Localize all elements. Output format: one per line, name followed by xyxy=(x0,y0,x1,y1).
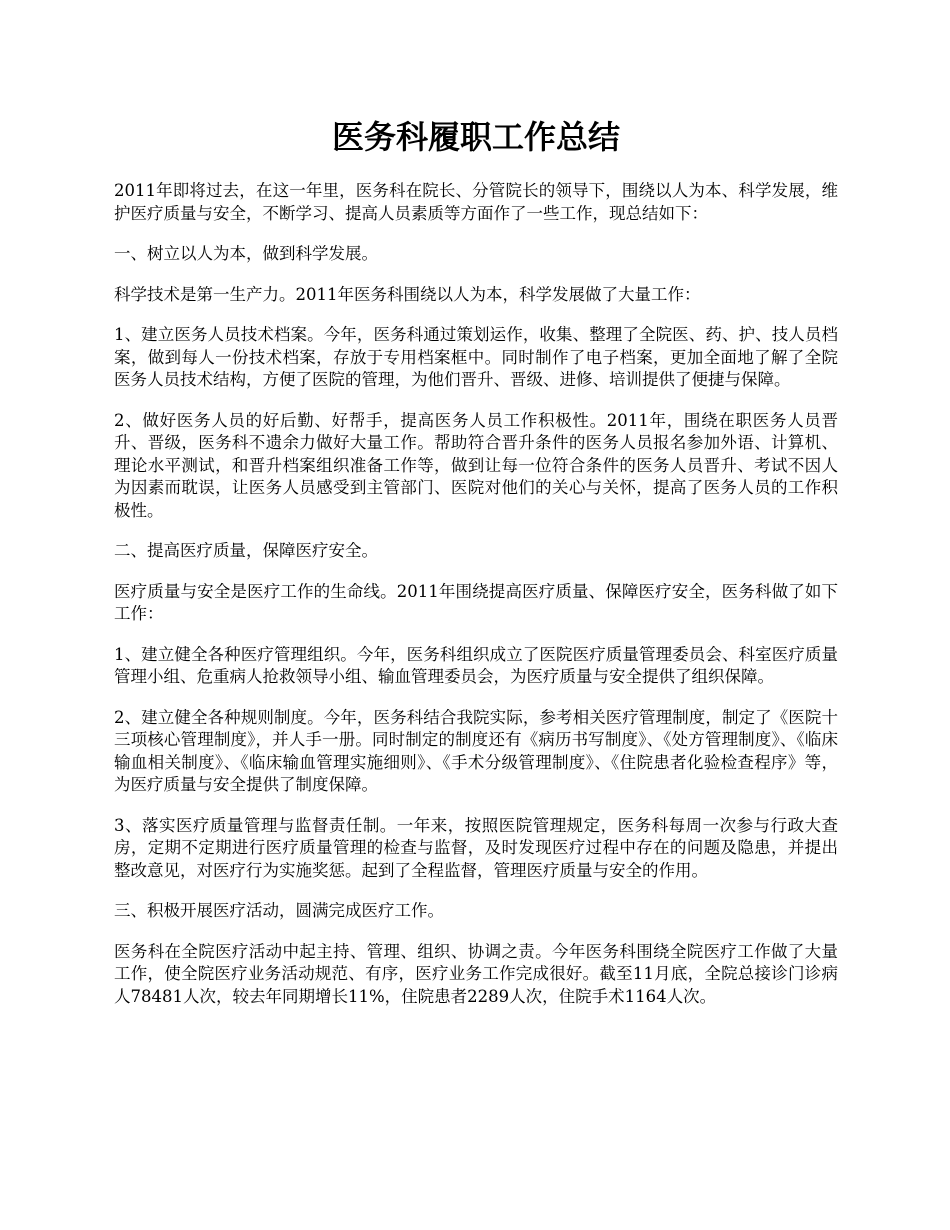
intro-paragraph: 2011年即将过去，在这一年里，医务科在院长、分管院长的领导下，围绕以人为本、科学发展，维护医疗质量与安全，不断学习、提高人员素质等方面作了一些工作，现总结如下： xyxy=(114,181,838,223)
section-3-body: 医务科在全院医疗活动中起主持、管理、组织、协调之责。今年医务科围绕全院医疗工作做了大量工作，使全院医疗业务活动规范、有序，医疗业务工作完成很好。截至11月底，全院总接诊门诊病人78481人次，较去年同期增长11%，住院患者2289人次，住院手术1164人次。 xyxy=(114,941,838,1006)
section-1-item-1: 1、建立医务人员技术档案。今年，医务科通过策划运作，收集、整理了全院医、药、护、技人员档案，做到每人一份技术档案，存放于专用档案框中。同时制作了电子档案，更加全面地了解了全院医务人员技术结构，方便了医院的管理，为他们晋升、晋级、进修、培训提供了便捷与保障。 xyxy=(114,325,838,389)
document-title: 医务科履职工作总结 xyxy=(331,118,620,156)
section-2-intro: 医疗质量与安全是医疗工作的生命线。2011年围绕提高医疗质量、保障医疗安全，医务科做了如下工作： xyxy=(114,581,838,623)
section-heading-2: 二、提高医疗质量，保障医疗安全。 xyxy=(114,541,378,560)
section-1-intro: 科学技术是第一生产力。2011年医务科围绕以人为本，科学发展做了大量工作： xyxy=(114,284,701,304)
section-heading-3: 三、积极开展医疗活动，圆满完成医疗工作。 xyxy=(114,901,444,920)
document-body xyxy=(114,180,838,1026)
section-2-item-2: 2、建立健全各种规则制度。今年，医务科结合我院实际，参考相关医疗管理制度，制定了《医院十三项核心管理制度》，并人手一册。同时制定的制度还有《病历书写制度》、《处方管理制度》、《临床输血相关制度》、《临床输血管理实施细则》、《手术分级管理制度》、《住院患者化验检查程序》等，为医疗质量与安全提供了制度保障。 xyxy=(114,707,838,794)
section-heading-1: 一、树立以人为本，做到科学发展。 xyxy=(114,244,378,263)
section-2-item-3: 3、落实医疗质量管理与监督责任制。一年来，按照医院管理规定，医务科每周一次参与行政大查房，定期不定期进行医疗质量管理的检查与监督，及时发现医疗过程中存在的问题及隐患，并提出整改意见，对医疗行为实施奖惩。起到了全程监督，管理医疗质量与安全的作用。 xyxy=(114,815,838,880)
section-1-item-2: 2、做好医务人员的好后勤、好帮手，提高医务人员工作积极性。2011年，围绕在职医务人员晋升、晋级，医务科不遗余力做好大量工作。帮助符合晋升条件的医务人员报名参加外语、计算机、理论水平测试，和晋升档案组织准备工作等，做到让每一位符合条件的医务人员晋升、考试不因人为因素而耽误，让医务人员感受到主管部门、医院对他们的关心与关怀，提高了医务人员的工作积极性。 xyxy=(114,410,838,520)
section-2-item-1: 1、建立健全各种医疗管理组织。今年，医务科组织成立了医院医疗质量管理委员会、科室医疗质量管理小组、危重病人抢救领导小组、输血管理委员会，为医疗质量与安全提供了组织保障。 xyxy=(114,644,838,686)
